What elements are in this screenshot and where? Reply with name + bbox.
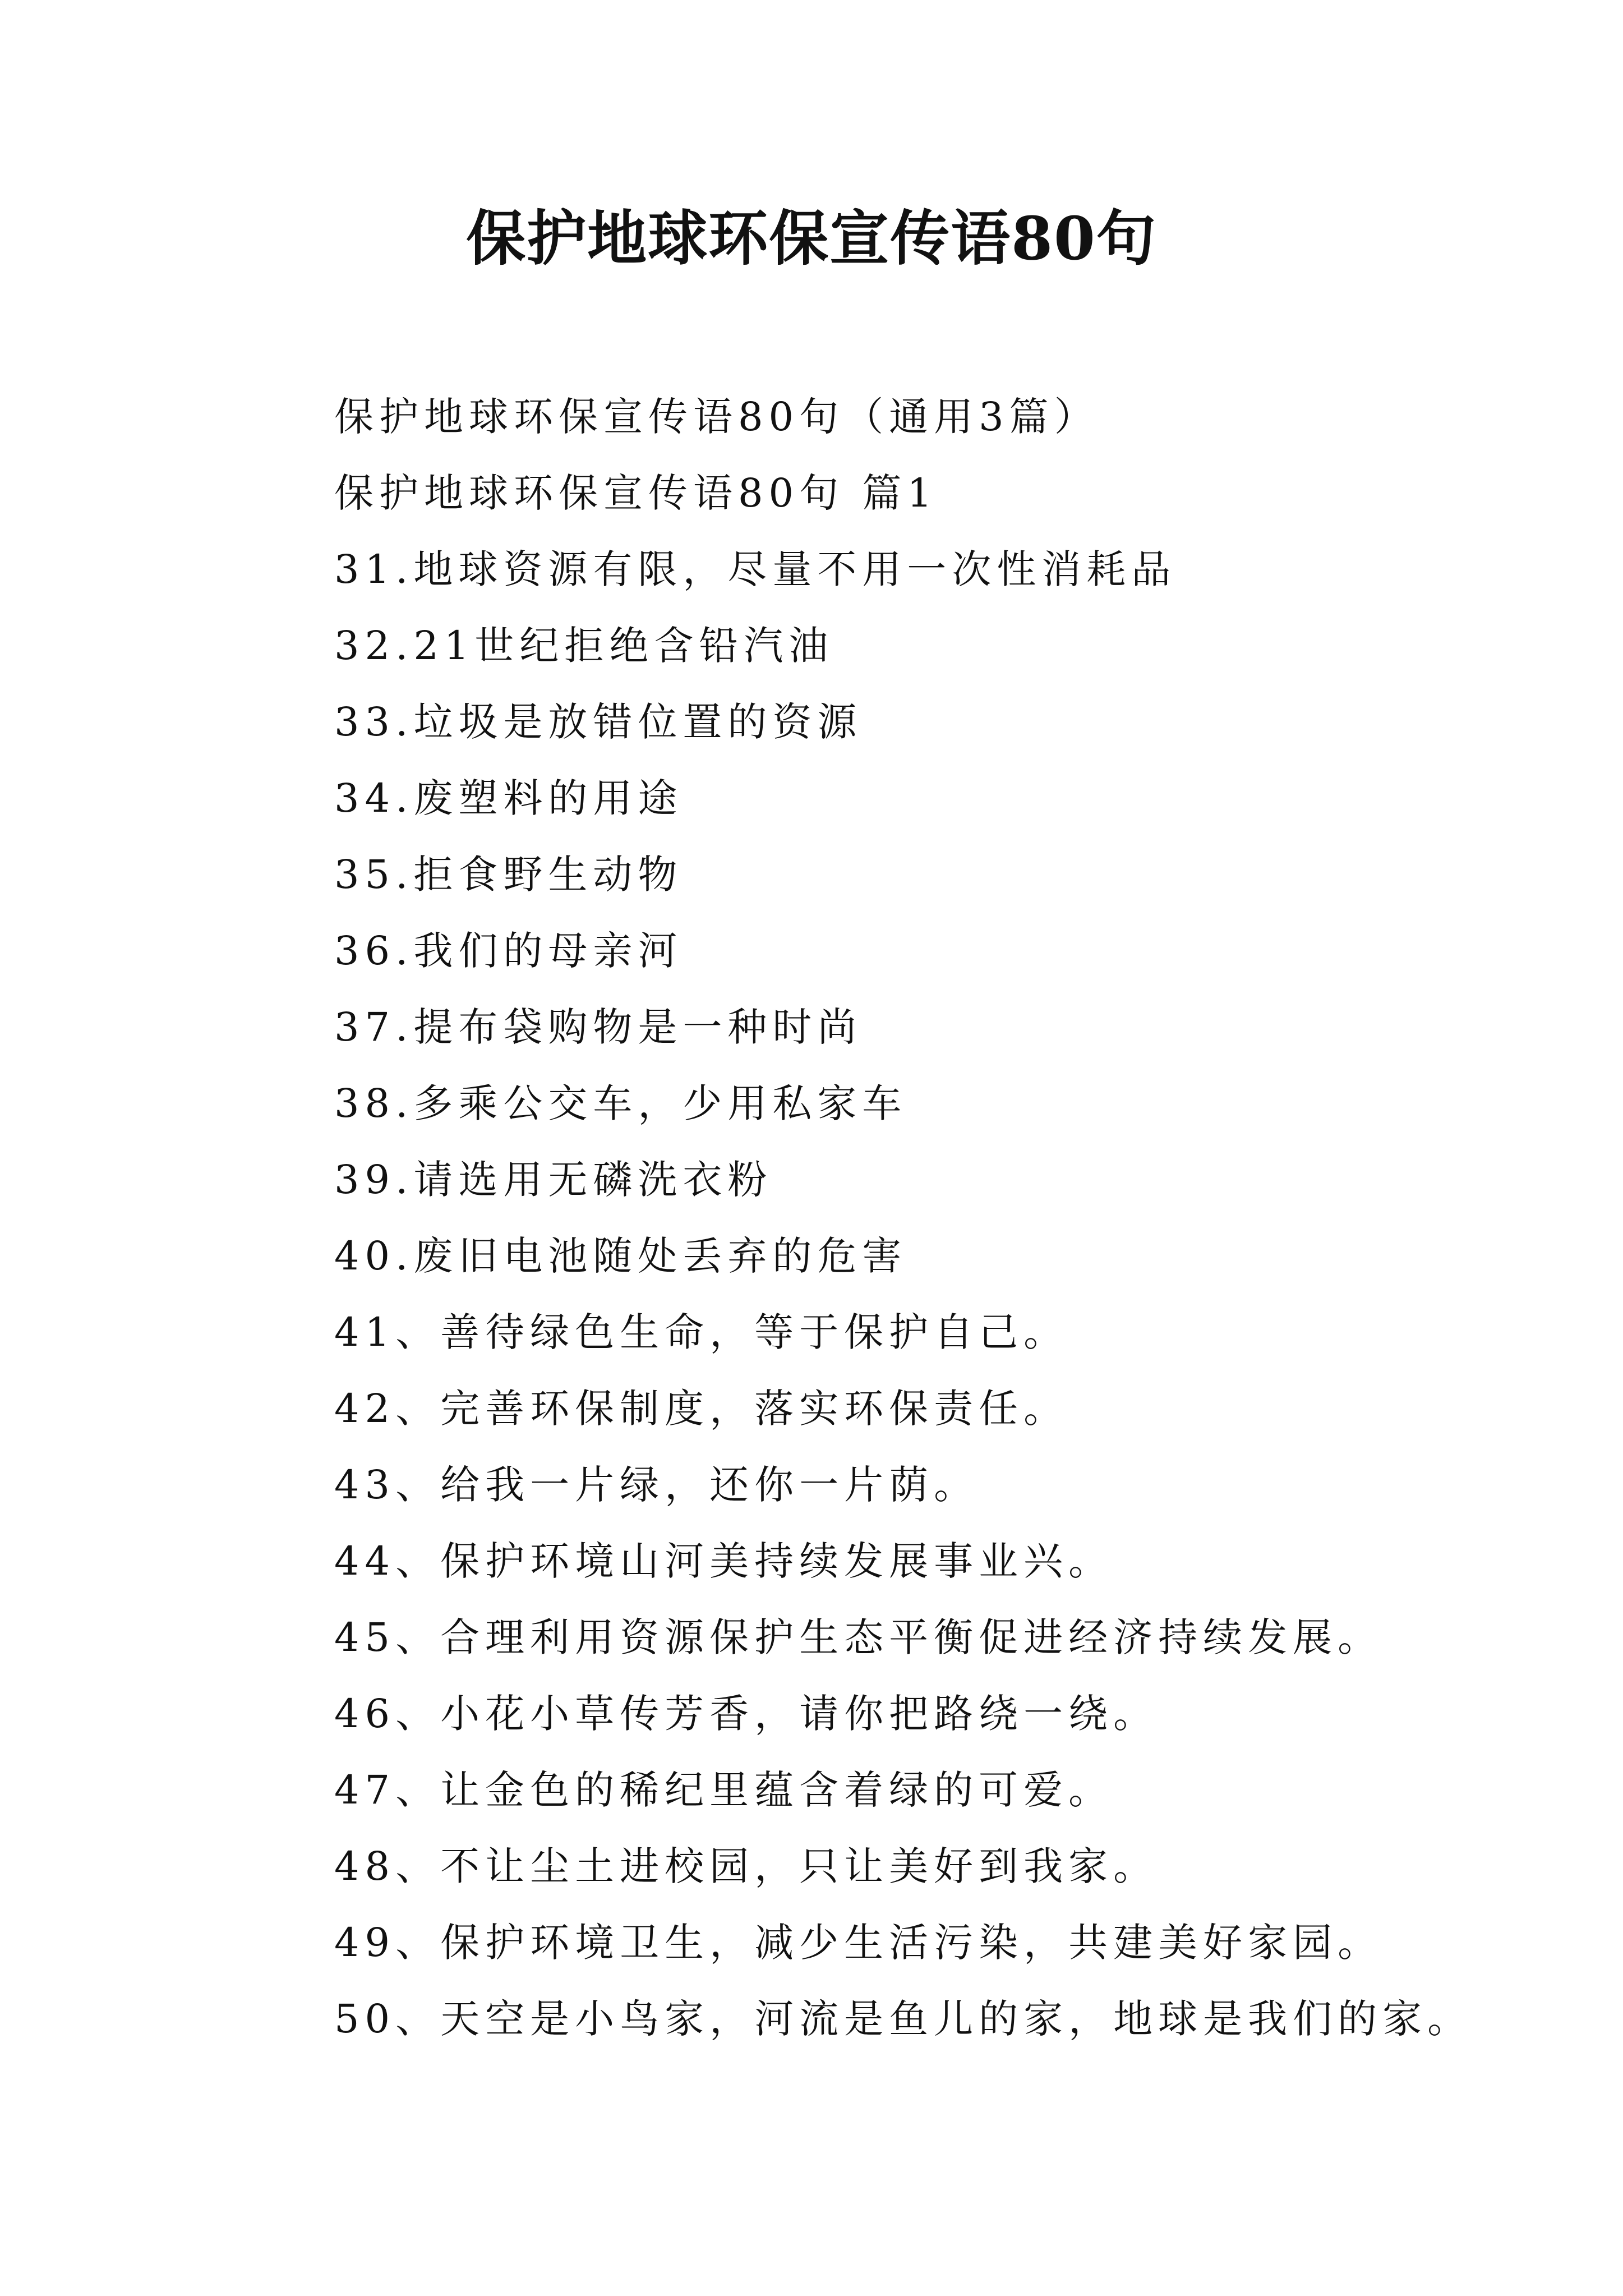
slogan-line-34: 34.废塑料的用途 bbox=[334, 775, 683, 821]
slogan-line-48: 48、不让尘土进校园，只让美好到我家。 bbox=[334, 1843, 1159, 1889]
subtitle-line: 保护地球环保宣传语80句（通用3篇） bbox=[334, 394, 1099, 440]
document-body bbox=[334, 379, 1512, 2057]
slogan-line-44: 44、保护环境山河美持续发展事业兴。 bbox=[334, 1538, 1114, 1584]
document-title: 保护地球环保宣传语80句 bbox=[466, 203, 1157, 273]
slogan-line-42: 42、完善环保制度，落实环保责任。 bbox=[334, 1386, 1069, 1432]
slogan-line-35: 35.拒食野生动物 bbox=[334, 852, 683, 898]
slogan-line-37: 37.提布袋购物是一种时尚 bbox=[334, 1004, 863, 1050]
slogan-line-47: 47、让金色的稀纪里蕴含着绿的可爱。 bbox=[334, 1767, 1114, 1813]
slogan-line-40: 40.废旧电池随处丢弃的危害 bbox=[334, 1233, 907, 1279]
slogan-line-49: 49、保护环境卫生，减少生活污染，共建美好家园。 bbox=[334, 1920, 1383, 1966]
slogan-line-50: 50、天空是小鸟家，河流是鱼儿的家，地球是我们的家。 bbox=[334, 1996, 1473, 2042]
section-heading: 保护地球环保宣传语80句 篇1 bbox=[334, 470, 938, 516]
slogan-line-43: 43、给我一片绿，还你一片荫。 bbox=[334, 1462, 979, 1508]
slogan-line-36: 36.我们的母亲河 bbox=[334, 928, 683, 974]
slogan-line-45: 45、合理利用资源保护生态平衡促进经济持续发展。 bbox=[334, 1614, 1383, 1660]
slogan-line-33: 33.垃圾是放错位置的资源 bbox=[334, 699, 863, 745]
slogan-line-38: 38.多乘公交车，少用私家车 bbox=[334, 1080, 907, 1126]
slogan-line-31: 31.地球资源有限，尽量不用一次性消耗品 bbox=[334, 546, 1177, 592]
slogan-line-39: 39.请选用无磷洗衣粉 bbox=[334, 1157, 773, 1203]
slogan-line-32: 32.21世纪拒绝含铅汽油 bbox=[334, 623, 834, 669]
slogan-line-46: 46、小花小草传芳香，请你把路绕一绕。 bbox=[334, 1691, 1159, 1737]
slogan-line-41: 41、善待绿色生命，等于保护自己。 bbox=[334, 1309, 1069, 1355]
